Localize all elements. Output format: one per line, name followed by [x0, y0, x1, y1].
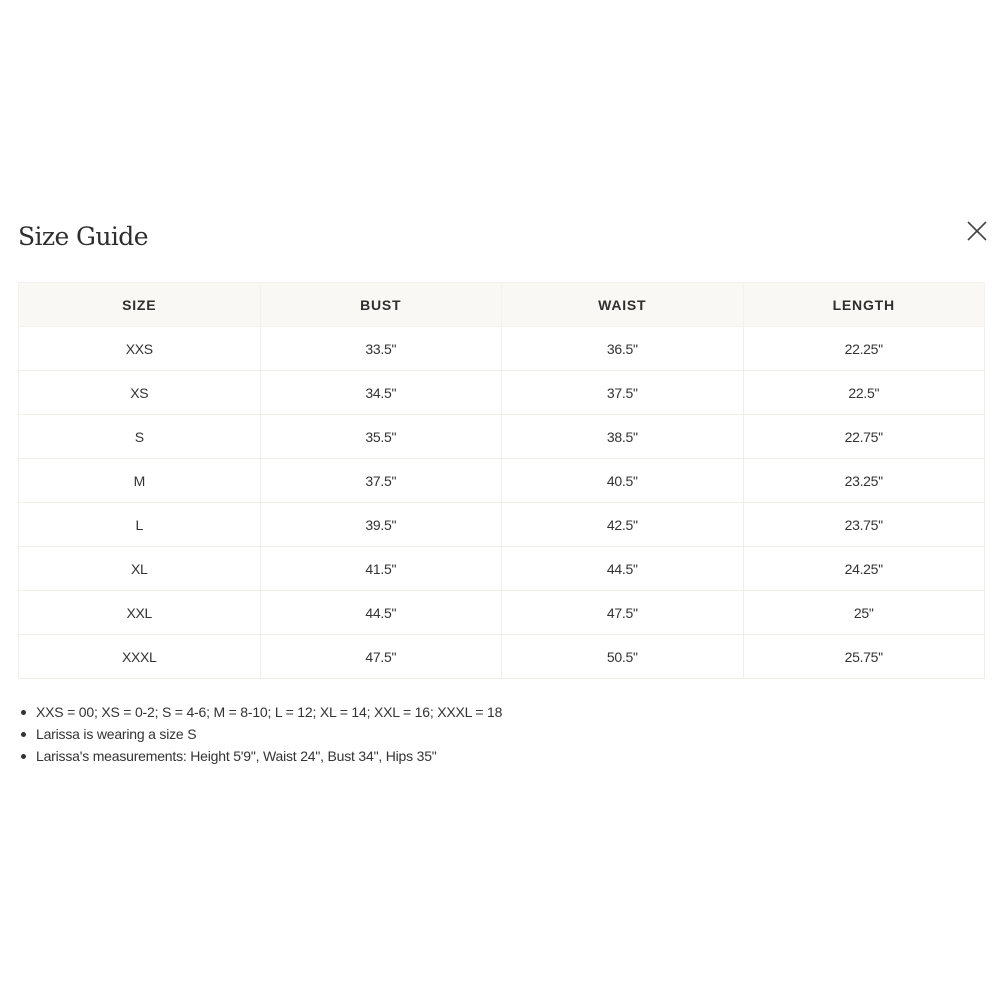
size-cell: XXS [19, 327, 261, 371]
model-measurements-note: Larissa's measurements: Height 5'9", Waist 24", Bust 34", Hips 35" [36, 748, 437, 764]
size-conversion-note: XXS = 00; XS = 0-2; S = 4-6; M = 8-10; L = 12; XL = 14; XXL = 16; XXXL = 18 [36, 704, 503, 720]
length-cell: 25" [743, 591, 985, 635]
waist-cell: 44.5" [502, 547, 744, 591]
length-cell: 22.75'' [743, 415, 985, 459]
column-header-length: LENGTH [743, 283, 985, 327]
length-cell: 23.25'' [743, 459, 985, 503]
bust-cell: 47.5" [260, 635, 502, 679]
waist-cell: 38.5" [502, 415, 744, 459]
waist-cell: 42.5" [502, 503, 744, 547]
length-cell: 23.75'' [743, 503, 985, 547]
bust-cell: 37.5" [260, 459, 502, 503]
size-cell: XL [19, 547, 261, 591]
waist-cell: 50.5" [502, 635, 744, 679]
table-row [19, 635, 985, 679]
size-cell: M [19, 459, 261, 503]
length-cell: 24.25'' [743, 547, 985, 591]
page-title: Size Guide [18, 222, 148, 251]
size-cell: XS [19, 371, 261, 415]
list-item [18, 745, 502, 767]
waist-cell: 36.5" [502, 327, 744, 371]
table-row [19, 503, 985, 547]
close-button[interactable] [962, 216, 992, 246]
list-item [18, 723, 502, 745]
table-row [19, 591, 985, 635]
bust-cell: 44.5" [260, 591, 502, 635]
waist-cell: 40.5" [502, 459, 744, 503]
bust-cell: 41.5" [260, 547, 502, 591]
size-table [18, 282, 985, 679]
size-cell: L [19, 503, 261, 547]
table-row [19, 371, 985, 415]
column-header-bust: BUST [260, 283, 502, 327]
table-row [19, 547, 985, 591]
table-row [19, 459, 985, 503]
size-cell: XXXL [19, 635, 261, 679]
bullet-icon [21, 710, 26, 715]
close-icon [962, 216, 992, 246]
column-header-waist: WAIST [502, 283, 744, 327]
table-row [19, 415, 985, 459]
size-table-container [18, 282, 985, 679]
length-cell: 25.75'' [743, 635, 985, 679]
table-header-row [19, 283, 985, 327]
bust-cell: 39.5" [260, 503, 502, 547]
bust-cell: 33.5" [260, 327, 502, 371]
waist-cell: 37.5" [502, 371, 744, 415]
waist-cell: 47.5" [502, 591, 744, 635]
list-item [18, 701, 502, 723]
length-cell: 22.25'' [743, 327, 985, 371]
size-cell: S [19, 415, 261, 459]
bullet-icon [21, 732, 26, 737]
column-header-size: SIZE [19, 283, 261, 327]
length-cell: 22.5" [743, 371, 985, 415]
bullet-icon [21, 754, 26, 759]
size-notes-list [18, 701, 502, 767]
bust-cell: 35.5" [260, 415, 502, 459]
bust-cell: 34.5" [260, 371, 502, 415]
table-row [19, 327, 985, 371]
size-cell: XXL [19, 591, 261, 635]
model-size-note: Larissa is wearing a size S [36, 726, 197, 742]
